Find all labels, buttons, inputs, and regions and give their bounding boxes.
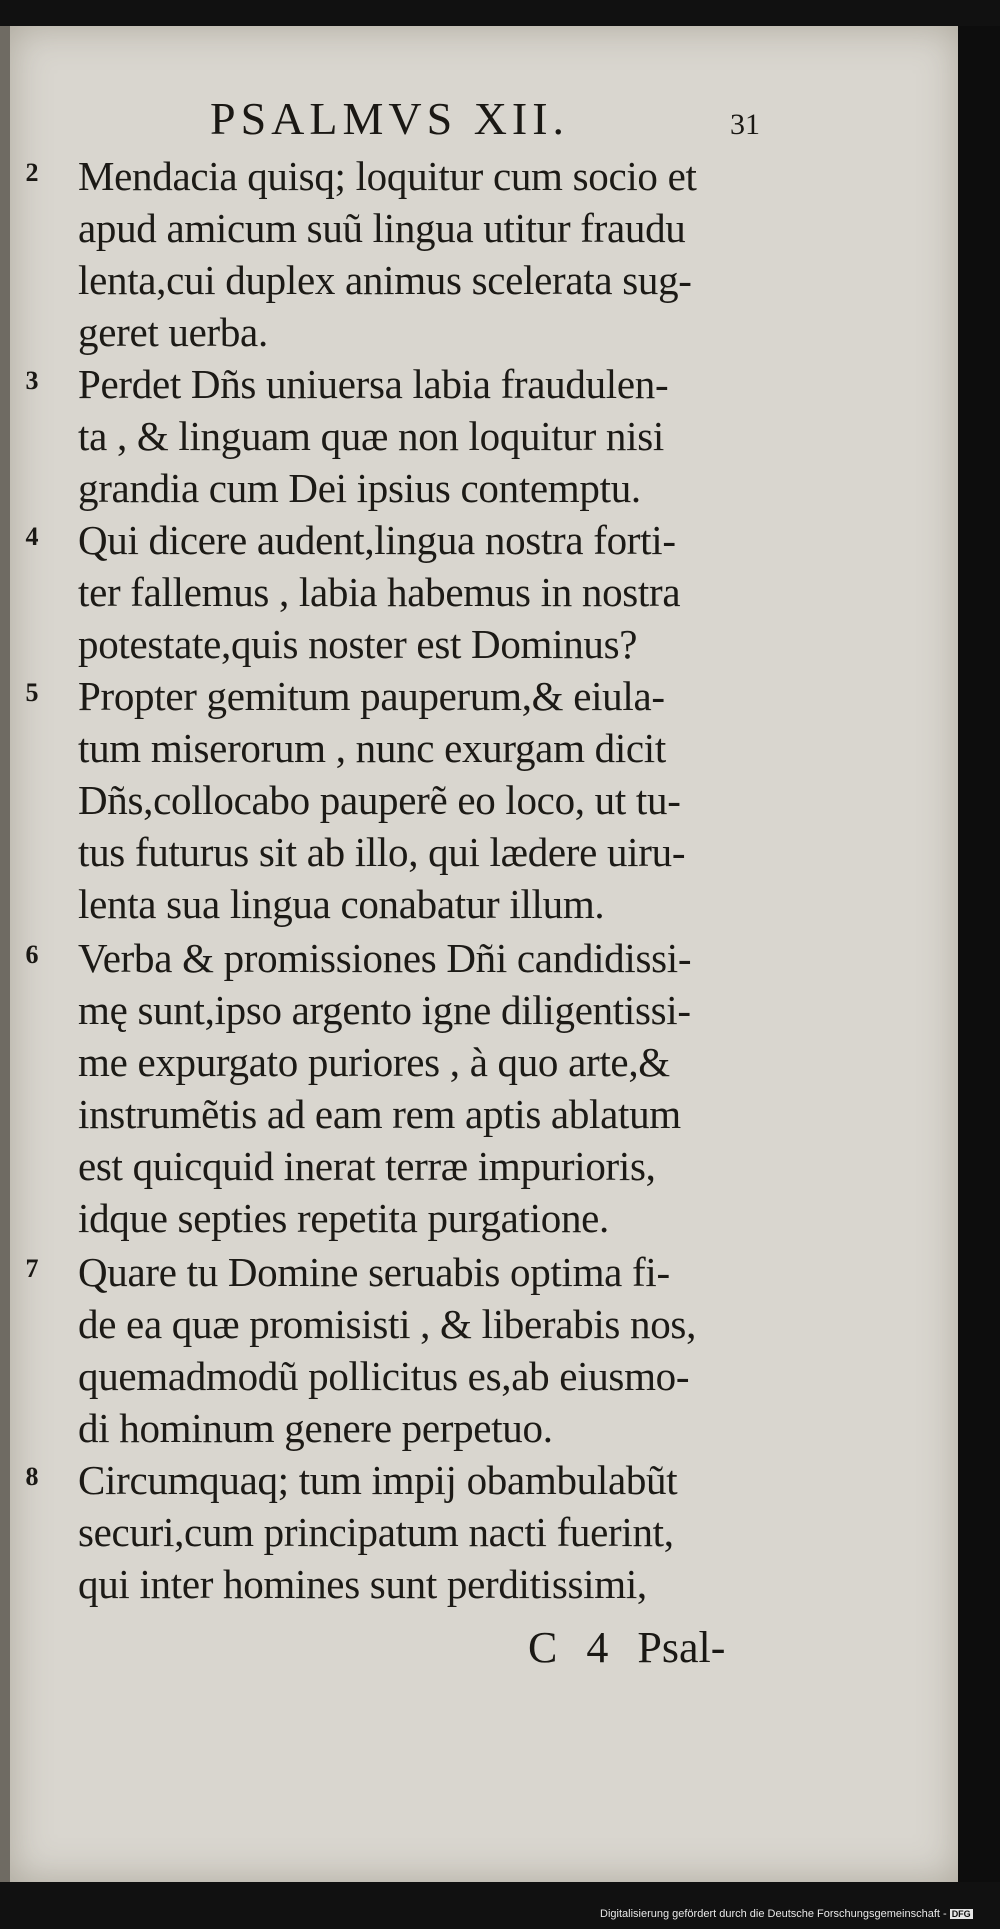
verse-line: ter fallemus , labia habemus in nostra xyxy=(78,569,681,615)
verse-line: ta , & linguam quæ non loquitur nisi xyxy=(78,413,664,459)
verse-line: qui inter homines sunt perditissimi, xyxy=(78,1561,647,1607)
verse-line: securi,cum principatum nacti fuerint, xyxy=(78,1509,674,1555)
verse-number: 4 xyxy=(25,522,39,551)
verse-line: Qui dicere audent,lingua nostra forti- xyxy=(78,517,676,563)
verse-line: lenta sua lingua conabatur illum. xyxy=(78,881,605,927)
verse-line: Verba & promissiones Dñi candidissi- xyxy=(78,935,692,981)
verse-number: 8 xyxy=(25,1462,39,1491)
verse-line: mę sunt,ipso argento igne diligentissi- xyxy=(78,987,691,1033)
verse-number: 7 xyxy=(25,1254,39,1283)
verse-line: tum miserorum , nunc exurgam dicit xyxy=(78,725,666,771)
verse-line: instrumẽtis ad eam rem aptis ablatum xyxy=(78,1091,681,1137)
verse-line: de ea quæ promisisti , & liberabis nos, xyxy=(78,1301,697,1347)
verse-line: potestate,quis noster est Dominus? xyxy=(78,621,638,667)
verse-line: apud amicum suũ lingua utitur fraudu xyxy=(78,205,686,251)
verse-line: Propter gemitum pauperum,& eiula- xyxy=(78,673,665,719)
verse-line: di hominum genere perpetuo. xyxy=(78,1405,553,1451)
digitization-credit-text: Digitalisierung gefördert durch die Deutsche Forschungsgemeinschaft - xyxy=(600,1908,947,1920)
verse-line: Mendacia quisq; loquitur cum socio et xyxy=(78,153,697,199)
verse-line: Quare tu Domine seruabis optima fi- xyxy=(78,1249,670,1295)
verse-line: me expurgato puriores , à quo arte,& xyxy=(78,1039,670,1085)
verse-line: idque septies repetita purgatione. xyxy=(78,1195,609,1241)
verse-line: grandia cum Dei ipsius contemptu. xyxy=(78,465,641,511)
verse-line: geret uerba. xyxy=(78,309,268,355)
digitization-credit xyxy=(600,1908,973,1920)
verse-line: lenta,cui duplex animus scelerata sug- xyxy=(78,257,692,303)
running-head: PSALMVS XII. xyxy=(210,93,570,144)
verse-number: 2 xyxy=(25,158,39,187)
page-edge-shadow xyxy=(958,26,1000,1882)
verse-number: 6 xyxy=(25,940,39,969)
folio-number: 31 xyxy=(730,108,760,141)
verse-line: est quicquid inerat terræ impurioris, xyxy=(78,1143,656,1189)
verse-line: quemadmodũ pollicitus es,ab eiusmo- xyxy=(78,1353,690,1399)
verse-number: 5 xyxy=(25,678,39,707)
dfg-logo-icon: DFG xyxy=(951,1909,971,1920)
verse-number: 3 xyxy=(25,366,39,395)
verse-line: tus futurus sit ab illo, qui lædere uiru- xyxy=(78,829,686,875)
signature-mark: C 4 Psal- xyxy=(528,1623,726,1672)
verse-line: Dñs,collocabo pauperẽ eo loco, ut tu- xyxy=(78,777,681,823)
verse-line: Perdet Dñs uniuersa labia fraudulen- xyxy=(78,361,669,407)
verse-line: Circumquaq; tum impij obambulabũt xyxy=(78,1457,678,1503)
